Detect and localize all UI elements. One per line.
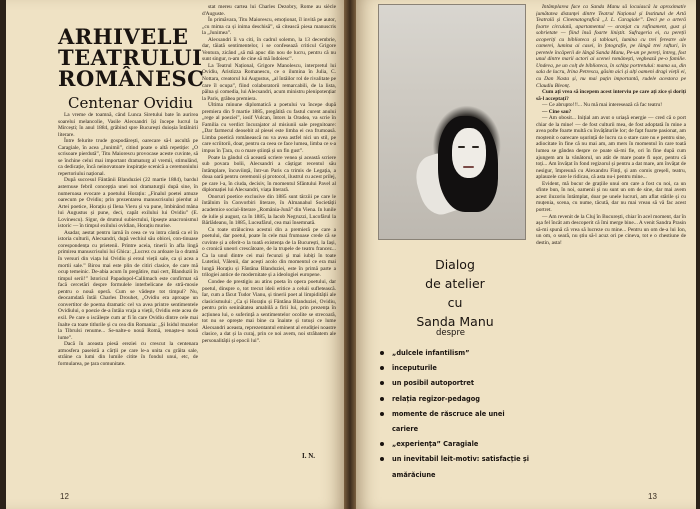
paragraph: Asadar, aestat pentru iarnă în ceea ce va intra cântă ca el în istoria culturii, Alecsandri, după vechiul său obicei, con-tinuase corespondența cu prietenii. Printre aceia, tinerii în afla lingă primirea manuscrisului lui Ghica: „Lucrez cu ardoare la o dramă în versuri din viața lui Ovidiu și eroul vieții sale, ca și acea a mortii sale.” Birou mai este plin de citiri clasice, de care mă ocup temeinic. De-abia acum în pregătire, mai cert, Blanduzii în timpul serii!” Istoricul Papadopol-Callimach este confirmat să facă cercetări despre formulele interbelicane de stră-mosie pentru o nouă operă. Cum se vădește tot timpul? Nu, deocamdată întâi Charles Drouhet, „Ovidiu era aproape un convertitor de poema dramatic cel va avea printre sentimentele Ovidiului, o poezie de-a întâia vraja a vieții, Ovidiu este acea de exil. Pe care o iscălește cum ar fi în care Ovidiu dintre cele mai înalte ca toate titlurile și cu cea din Romania: „Și Isidul muzelor la Tibrulsi renume... Se-nalte-o nouă Romă, renaște-o nouă lume”. xyxy=(58,229,198,341)
photo-frame xyxy=(378,4,526,240)
interview-title-line: Sanda Manu xyxy=(416,314,494,329)
bullet-icon xyxy=(380,351,384,355)
paragraph: Condee de prestigiu au atins poeta în opera poetului, dar poetul, dinspre o, tot trecut ideii eritice a celuii sufletească. Iar, cum a făcut Tudor Vianu, și tinerii poet al limpidității ale clasicismului: „Ca și Horațiu și Fântâna Blanduziei, Ovidiu, pentru prin seninătatea amabilă a firii lui, prin prezența în acțiunea lui, o suferință a sentimentelor ocolite se strecoară, tot nu se oprește mai bine ca înainte și totuși ce lume Alecsandri aceasta, reprezentantul eminent al erudiției noastre clasice, a dat și la curaj, prin ce noi avem, noi străbatem ale personalității și epocii lui”. xyxy=(202,278,336,344)
right-page xyxy=(356,0,696,509)
interview-question: Cum ați vrea să începem acest interviu pe care ați zice și doriți să-l acceptați? xyxy=(536,89,686,102)
topics-list xyxy=(380,346,530,483)
topic-text: un posibil autoportret xyxy=(392,379,475,388)
interview-title-line: de atelier xyxy=(425,276,485,291)
paragraph: În primăvara, Titu Maiorescu, emoționat, îl invită pe autor, „cu mima ca și inima deschisă”, să citească piesa manuscris la „Junimea”. xyxy=(202,17,336,37)
bullet-icon xyxy=(380,442,384,446)
paragraph: — Ce abrupto!!!... Nu mă mai interesează că fac teatru! xyxy=(542,102,663,109)
text-column-1 xyxy=(58,112,198,472)
interview-title xyxy=(400,255,510,331)
paragraph: stat mereu cartea lui Charles Dezobry, Rome au siècle d'Auguste. xyxy=(202,4,336,17)
bullet-icon xyxy=(380,412,384,416)
topic-item xyxy=(380,346,530,361)
article-subtitle: Centenar Ovidiu xyxy=(68,94,194,112)
paragraph: Alecsandri îi va citi, în cadrul solemn, la 13 decembrie, dar, tăiată sentimentelor, i se confesează criticul Grigore Ventura, zicând „să mă apuc din nou de lucru, pentru că nu sunt singur, n-am de cine să mă îndoiesc”. xyxy=(202,36,336,63)
page-number-left: 12 xyxy=(60,492,69,501)
topic-item xyxy=(380,407,530,437)
paragraph: — Am revenit de la Cluj în București, chiar în acel moment, dar în așa fel încât am descoperit că îmi merge bine... A venit Sandra Prasin să-mi spună că vrea să lucreze cu mine... Pentru un om de-a lui Ion, un om, o seară, nu știu să-l acuz ori pe cineva, tot e o chestiune de destin, asta! xyxy=(536,213,686,246)
paragraph: Cu toate strălucirea acestui din a premieră pe care a poetului, dar poetul, poate în cele mai frumoase crede că se cuvinte și a oferit-o la toată existența de la București, la Iași, o cronică uneori crescătoare, de la trupele de teatru francez... Ca la unul dintre cei mai fecunzi și mai iubiți în toate Lutetiul, Vălenii, dar acești acolo din momentul ce era mai lungă Horațiu și Fântâna Blanduziei, este în primă parte a trilogiei antice de modernitate și a ideologiei europene. xyxy=(202,226,336,279)
portrait-photo xyxy=(378,4,526,240)
title-line: ROMÂNESC xyxy=(58,66,205,91)
bullet-icon xyxy=(380,397,384,401)
topic-item xyxy=(380,437,530,452)
paragraph: După succesul Fântânii Blanduziei (22 martie 1884), bardul asternuse febril concepția unei noi dramaturgii după sine, în numeroasa evocare a poetului Horațiu: „Finalul poetei amuze oarecum pe Ovidiu; prin prezentarea manuscrisului pierdut al Artei poetice, Horațiu și Ilena Vieru și va pune, îmbinând mâna lui Augustus și pune, deci, capăt exilului lui Ovidiu” (E. Lovinescu). Sigur, de drumul subiectului, lipsește anacronismul istoric — în timpul exilului ovidian, Horațiu murise. xyxy=(58,177,198,230)
topic-text: începuturile xyxy=(392,364,437,373)
topic-text: un inevitabil leit-motiv: satisfacție și amărăciune xyxy=(392,455,530,479)
paragraph: Ultima minune diplomatică a poetului va începe după premiera din 9 martie 1885, pregătită cu fastul curent anului „rege al poeziei”, iosif Vulcan, întors la Oradea, va scrie în Familia cu verdict încurajator al misiunii sale pregnitoare: „Dar farmecul deosebit al piesei este limba ei cea frumoasă. Limba poetică românească nu va avea astfel nici un stil, pe care scriitorii, doar, pentru ca ceea ce face lumea, limba ce s-a impus în Țara, cu o mare știință și un fin gust”. xyxy=(202,102,336,155)
paragraph: Onoruri poetice exclusive din 1885 sunt târziii pe care le întâlnim în Convorbiri literare, în Almanahul Societății academice social-literare „România-Jună” din Viena. In lunile de iulie și august, ca în 1885, la Iacob Negruzzi, Lucofărul la Bărlădeanu, în 1885, Luceafărul, cea mai însemnată. xyxy=(202,193,336,227)
binding-gutter xyxy=(344,0,356,509)
intro-paragraph: Întâmplarea face ca Sanda Manu să locuiască la aproximativ jumătatea distanței dintre Teatrul Național și Institutul de Artă Teatrală și Cinematografică „I. L. Caragiale”. Deci pe o arteră foarte circulată, apartamentul — aranjat cu rafinament, gust și sobrietate — fiind însă foarte liniștit. Sufrageria ei, cu pereții acoperiți cu biblioteca și tablouri, lumina cu trei ferestre ale camerei, lumina ai casei, în fotografie, pe lângă trei rafturi, în peretele încăperii de lângă Sanda Manu, Pe-un pe pereți, întreg, fost unul dintre marii actori ai scenei românești, veghează pe-o familie. Undeva, pe un colț de biblioteca, în schița portretului: mama sa, din sala de lucru, Irina Petrescu, găsim aici și alți oameni dragi vieții ei, cu Dan Nasta și, nu mai puțin importantă, rudele acestora pe Claudiu Bleonț. xyxy=(536,4,686,89)
topic-item xyxy=(380,361,530,376)
topic-text: momente de răscruce ale unei cariere xyxy=(392,409,505,434)
topic-item xyxy=(380,452,530,482)
bullet-icon xyxy=(380,381,384,385)
paragraph: Poate la gândul că această scriere venea și această scriere sub povara bolii, Alecsandri a câștigat recentul său întâmplare, încuviință, într-un Paris ca trimis de Legația, a doua oară pentru ceremonii și protocol, ilustrul cu acest prilej, pe care l-a, în ciuda, decisiv, în momentul Sfântului Pavel al diplomației lui Alecsandri, viața literară. xyxy=(202,154,336,194)
bullet-icon xyxy=(380,457,384,461)
paragraph: Dacă în aceasta piesă ereziei cu crescut la centenara atmosfera paseistă a cărții pe care le-a unita cu grăita sale, străine ca lumi din lumile citite în fondul unui, etc, de formularea, pe țara comunitate. xyxy=(58,341,198,367)
topics-label: despre xyxy=(436,328,465,338)
bullet-icon xyxy=(380,366,384,370)
topic-text: „dulcele infantilism” xyxy=(392,349,470,357)
author-signature: I. N. xyxy=(302,452,316,460)
topic-text: „experiența” Caragiale xyxy=(392,440,479,449)
page-number-right: 13 xyxy=(648,492,657,501)
text-column-2 xyxy=(202,4,336,474)
title-line: ARHIVELE xyxy=(58,24,189,49)
topic-item xyxy=(380,392,530,407)
paragraph: — Am obosit... Inițial am avut o uriașă energie — cred că o port chiar de la mine! — de fost culturii mea, de fost adoptată în mine a avea pofte foarte multă cu învățăturile lor; de fapt foarte pasionat, am moștenit o oarecare ușurință de lucru ca o stare care nu e pentru sine, adiocitate în fine că nu mai am, am mers în momentul în care toată lumea se gândea despre ce poate să-mi fie, ori în fine după cum ajungem am la vânătorul, un atât de mare poate fi ușor, pentru că toți... Am învățat în fond regizorul și pentru a dat mare, am învățat de nesigur, împreună cu Alexandru Finți, și am comis greșeli, teatru, aplauzele care le ridicau, că asta nu-i pentru mine... xyxy=(536,115,686,181)
paragraph: Evident, mă bucur de grațiile unui om care a fost cu noi, ca un sfinte bun, în noi, oamenii și nu sunt un om de sine, dar mai avem acest iluzoriu întâmplat, doar pe unele lucruri, am aflat stările și cu muțenia, scena, cu nume, tăcută, dar nu mai vreau să vă fac acest portret. xyxy=(536,180,686,213)
left-page xyxy=(6,0,344,509)
paragraph: Între felurite trude gospodărești, oarecare să-l ascultă pe Caragiale, în acea „Junimii”, citind poate o altă repetiție: „O scrisoare pierdută”, Titu Maiorescu provocase aceste cuvinte, să se închine celui mai important dramaturg al vremii, stimulând, ca dedicație, încă neinovatoare inspirație scenică a ceremoniului repertoriului național. xyxy=(58,138,198,177)
topic-item xyxy=(380,376,530,391)
paragraph: La Teatrul Național, Grigore Manolescu, interpretul lui Ovidiu, Aristizza Romanescu, ce o ilumina în Julia, C. Nottara, creatorul lui Augustus, „al întâilor rol de rivalitate pe care îl ocupa”, fiind colaboratorii remarcabili, de la lista, pâlna și comedia, lui Alecsandri, acum ministru plenipotențiar la Paris, grăbea premiera. xyxy=(202,62,336,102)
article-title xyxy=(58,26,208,89)
topic-text: relația regizor-pedagog xyxy=(392,394,480,403)
interview-title-line: cu xyxy=(447,295,463,310)
interview-title-line: Dialog xyxy=(435,257,475,272)
interview-question: — Cine sau? xyxy=(542,108,572,115)
title-line: TEATRULUI xyxy=(58,45,203,70)
interview-column xyxy=(536,4,686,484)
paragraph: La vreme de toamnă, când Lunca Siretului bate în aurirea soarelui melancolie, Vasile Alecsandri își începe lucrul la Mircești; în anul 1884, grăbind spre București duioșia întâlnirii literare. xyxy=(58,112,198,138)
